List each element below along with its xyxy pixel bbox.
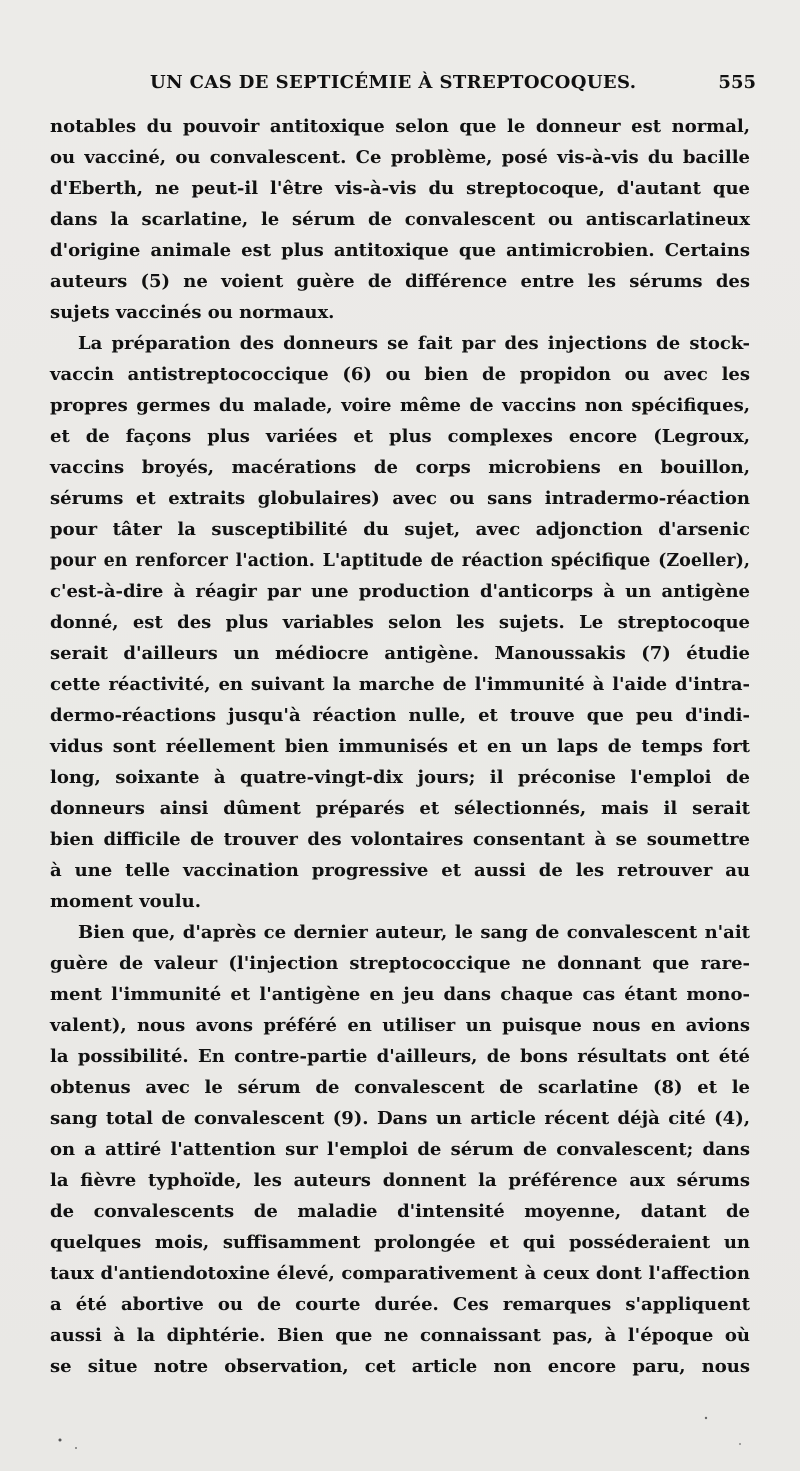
- text-line: cette réactivité, en suivant la marche de l'immunité à l'aide d'intra-: [50, 674, 750, 695]
- text-line: se situe notre observation, cet article non encore paru, nous: [50, 1356, 750, 1377]
- text-line: valent), nous avons préféré en utiliser un puisque nous en avions: [50, 1015, 750, 1036]
- text-line: donneurs ainsi dûment préparés et sélectionnés, mais il serait: [50, 798, 750, 819]
- text-line: ment l'immunité et l'antigène en jeu dans chaque cas étant mono-: [50, 984, 750, 1005]
- text-line: taux d'antiendotoxine élevé, comparativement à ceux dont l'affection: [50, 1263, 750, 1284]
- text-line: dermo-réactions jusqu'à réaction nulle, et trouve que peu d'indi-: [50, 705, 750, 726]
- text-line: c'est-à-dire à réagir par une production d'anticorps à un antigène: [50, 581, 750, 602]
- text-line: a été abortive ou de courte durée. Ces remarques s'appliquent: [50, 1294, 750, 1315]
- text-line: d'origine animale est plus antitoxique que antimicrobien. Certains: [50, 240, 750, 261]
- text-line: long, soixante à quatre-vingt-dix jours; il préconise l'emploi de: [50, 767, 750, 788]
- text-line: guère de valeur (l'injection streptococcique ne donnant que rare-: [50, 953, 750, 974]
- text-line: et de façons plus variées et plus complexes encore (Legroux,: [50, 426, 750, 447]
- text-line: auteurs (5) ne voient guère de différence entre les sérums des: [50, 271, 750, 292]
- text-line: dans la scarlatine, le sérum de convalescent ou antiscarlatineux: [50, 209, 750, 230]
- text-line: vaccin antistreptococcique (6) ou bien de propidon ou avec les: [50, 364, 750, 385]
- text-line: serait d'ailleurs un médiocre antigène. Manoussakis (7) étudie: [50, 643, 750, 664]
- text-line: bien difficile de trouver des volontaires consentant à se soumettre: [50, 829, 750, 850]
- text-line: notables du pouvoir antitoxique selon que le donneur est normal,: [50, 116, 750, 137]
- page-header: [0, 72, 800, 104]
- text-line: quelques mois, suffisamment prolongée et qui posséderaient un: [50, 1232, 750, 1253]
- text-line: d'Eberth, ne peut-il l'être vis-à-vis du streptocoque, d'autant que: [50, 178, 750, 199]
- text-line: on a attiré l'attention sur l'emploi de sérum de convalescent; dans: [50, 1139, 750, 1160]
- text-line: pour tâter la susceptibilité du sujet, avec adjonction d'arsenic: [50, 519, 750, 540]
- text-line: donné, est des plus variables selon les sujets. Le streptocoque: [50, 612, 750, 633]
- text-line: vidus sont réellement bien immunisés et en un laps de temps fort: [50, 736, 750, 757]
- text-line: sérums et extraits globulaires) avec ou sans intradermo-réaction: [50, 488, 750, 509]
- page-number: 555: [718, 72, 756, 93]
- text-line: sang total de convalescent (9). Dans un article récent déjà cité (4),: [50, 1108, 750, 1129]
- text-line: Bien que, d'après ce dernier auteur, le sang de convalescent n'ait: [78, 922, 750, 943]
- running-title: UN CAS DE SEPTICÉMIE À STREPTOCOQUES.: [150, 72, 637, 93]
- text-line: pour en renforcer l'action. L'aptitude de réaction spécifique (Zoeller),: [50, 551, 750, 571]
- text-line: obtenus avec le sérum de convalescent de scarlatine (8) et le: [50, 1077, 750, 1098]
- text-line: ou vacciné, ou convalescent. Ce problème, posé vis-à-vis du bacille: [50, 147, 750, 168]
- text-line: vaccins broyés, macérations de corps microbiens en bouillon,: [50, 457, 750, 478]
- text-line: à une telle vaccination progressive et aussi de les retrouver au: [50, 860, 750, 881]
- text-line: moment voulu.: [50, 891, 201, 912]
- text-line: de convalescents de maladie d'intensité moyenne, datant de: [50, 1201, 750, 1222]
- text-line: la possibilité. En contre-partie d'ailleurs, de bons résultats ont été: [50, 1046, 750, 1067]
- text-line: la fièvre typhoïde, les auteurs donnent la préférence aux sérums: [50, 1170, 750, 1191]
- text-line: propres germes du malade, voire même de vaccins non spécifiques,: [50, 395, 750, 416]
- text-line: aussi à la diphtérie. Bien que ne connaissant pas, à l'époque où: [50, 1325, 750, 1346]
- text-line: sujets vaccinés ou normaux.: [50, 302, 335, 323]
- scan-specks: [0, 1400, 800, 1460]
- text-line: La préparation des donneurs se fait par des injections de stock-: [78, 333, 750, 354]
